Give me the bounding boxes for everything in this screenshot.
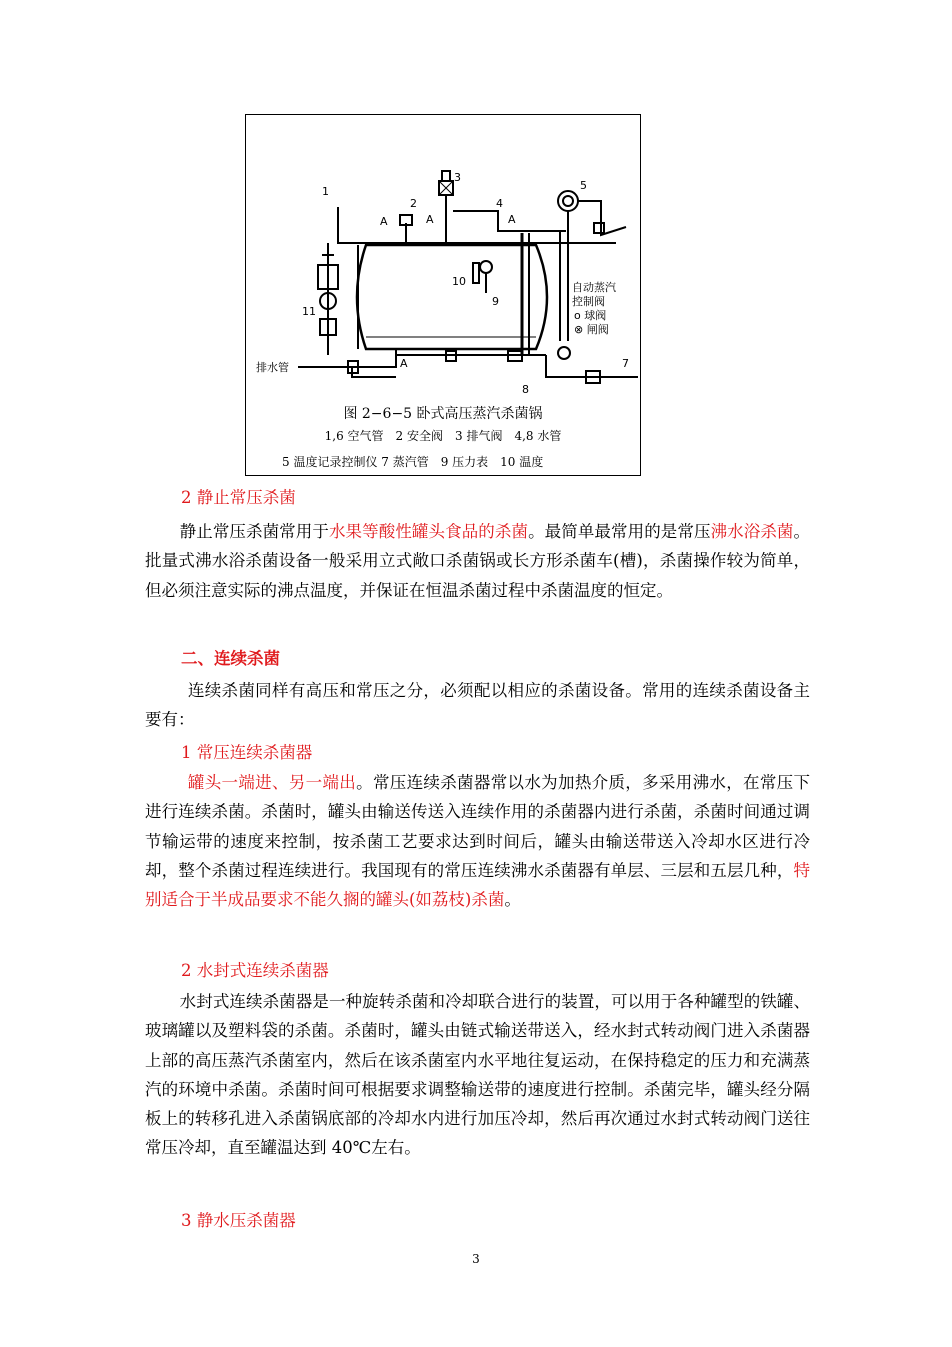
label-a4: A bbox=[400, 357, 408, 370]
figure-sterilizer-diagram bbox=[245, 114, 641, 476]
label-auto-valve-1: 自动蒸汽 bbox=[572, 281, 616, 294]
label-auto-valve-2: 控制阀 bbox=[572, 295, 605, 308]
label-a3: A bbox=[508, 213, 516, 226]
heading-hydrostatic-sterilizer: 3 静水压杀菌器 bbox=[181, 1211, 296, 1230]
label-drain-pipe: 排水管 bbox=[256, 361, 289, 374]
highlight-one-end-in-other-out: 罐头一端进、另一端出 bbox=[187, 773, 357, 792]
figure-title: 图 2−6−5 卧式高压蒸汽杀菌锅 bbox=[343, 406, 543, 422]
page-number: 3 bbox=[472, 1252, 480, 1266]
label-a2: A bbox=[426, 213, 434, 226]
label-ball-valve: o 球阀 bbox=[574, 309, 607, 322]
text-span: 。 bbox=[504, 890, 521, 910]
highlight-semi-finished-litchi: 特别适合于半成品要求不能久搁的罐头(如荔枝)杀菌 bbox=[145, 860, 810, 910]
label-7: 7 bbox=[622, 357, 629, 370]
label-a1: A bbox=[380, 215, 388, 228]
label-3: 3 bbox=[454, 171, 461, 184]
figure-caption-line2: 5 温度记录控制仪 7 蒸汽管 9 压力表 10 温度 bbox=[282, 455, 544, 469]
paragraph-water-seal bbox=[145, 987, 810, 1163]
figure-caption-line1: 1,6 空气管 2 安全阀 3 排气阀 4,8 水管 bbox=[324, 429, 562, 443]
label-5: 5 bbox=[580, 179, 587, 192]
heading-water-seal-continuous-sterilizer: 2 水封式连续杀菌器 bbox=[181, 961, 329, 980]
text-span: 静止常压杀菌常用于 bbox=[179, 522, 329, 541]
heading-static-atmospheric-sterilization: 2 静止常压杀菌 bbox=[181, 488, 296, 507]
highlight-acidic-canned-fruit: 水果等酸性罐头食品的杀菌 bbox=[328, 522, 529, 541]
text-span: 。批量式沸水浴杀菌设备一般采用立式敞口杀菌锅或长方形杀菌车(槽)，杀菌操作较为简单，但必须注意实际的沸点温度，并保证在恒温杀菌过程中杀菌温度的恒定。 bbox=[145, 522, 811, 600]
paragraph-atmospheric-continuous bbox=[145, 768, 810, 914]
paragraph-static-sterilization bbox=[145, 517, 810, 605]
paragraph-continuous-intro bbox=[145, 676, 810, 735]
text-span: 连续杀菌同样有高压和常压之分，必须配以相应的杀菌设备。常用的连续杀菌设备主要有： bbox=[145, 681, 810, 730]
label-gate-valve: ⊗ 闸阀 bbox=[574, 323, 609, 336]
highlight-boiling-water-bath: 沸水浴杀菌 bbox=[710, 522, 794, 541]
label-4: 4 bbox=[496, 197, 503, 210]
text-span: 。常压连续杀菌器常以水为加热介质，多采用沸水，在常压下进行连续杀菌。杀菌时，罐头由输送传送入连续作用的杀菌器内进行杀菌，杀菌时间通过调节输运带的速度来控制，按杀菌工艺要求达到时间后，罐头由输送带送入冷却水区进行冷却，整个杀菌过程连续进行。我国现有的常压连续沸水杀菌器有单层、三层和五层几种， bbox=[145, 773, 811, 880]
heading-atmospheric-continuous-sterilizer: 1 常压连续杀菌器 bbox=[181, 743, 313, 762]
text-span: 。最简单最常用的是常压 bbox=[528, 522, 711, 541]
label-2: 2 bbox=[410, 197, 417, 210]
label-10: 10 bbox=[452, 275, 466, 288]
label-1: 1 bbox=[322, 185, 329, 198]
sterilizer-diagram bbox=[246, 115, 642, 405]
heading-continuous-sterilization: 二、连续杀菌 bbox=[181, 649, 280, 668]
label-8: 8 bbox=[522, 383, 529, 396]
label-9: 9 bbox=[492, 295, 499, 308]
label-11: 11 bbox=[302, 305, 316, 318]
text-span: 水封式连续杀菌器是一种旋转杀菌和冷却联合进行的装置，可以用于各种罐型的铁罐、玻璃罐以及塑料袋的杀菌。杀菌时，罐头由链式输送带送入，经水封式转动阀门进入杀菌器上部的高压蒸汽杀菌室内，然后在该杀菌室内水平地往复运动，在保持稳定的压力和充满蒸汽的环境中杀菌。杀菌时间可根据要求调整输送带的速度进行控制。杀菌完毕，罐头经分隔板上的转移孔进入杀菌锅底部的冷却水内进行加压冷却，然后再次通过水封式转动阀门送往常压冷却，直至罐温达到 40℃左右。 bbox=[145, 992, 810, 1158]
